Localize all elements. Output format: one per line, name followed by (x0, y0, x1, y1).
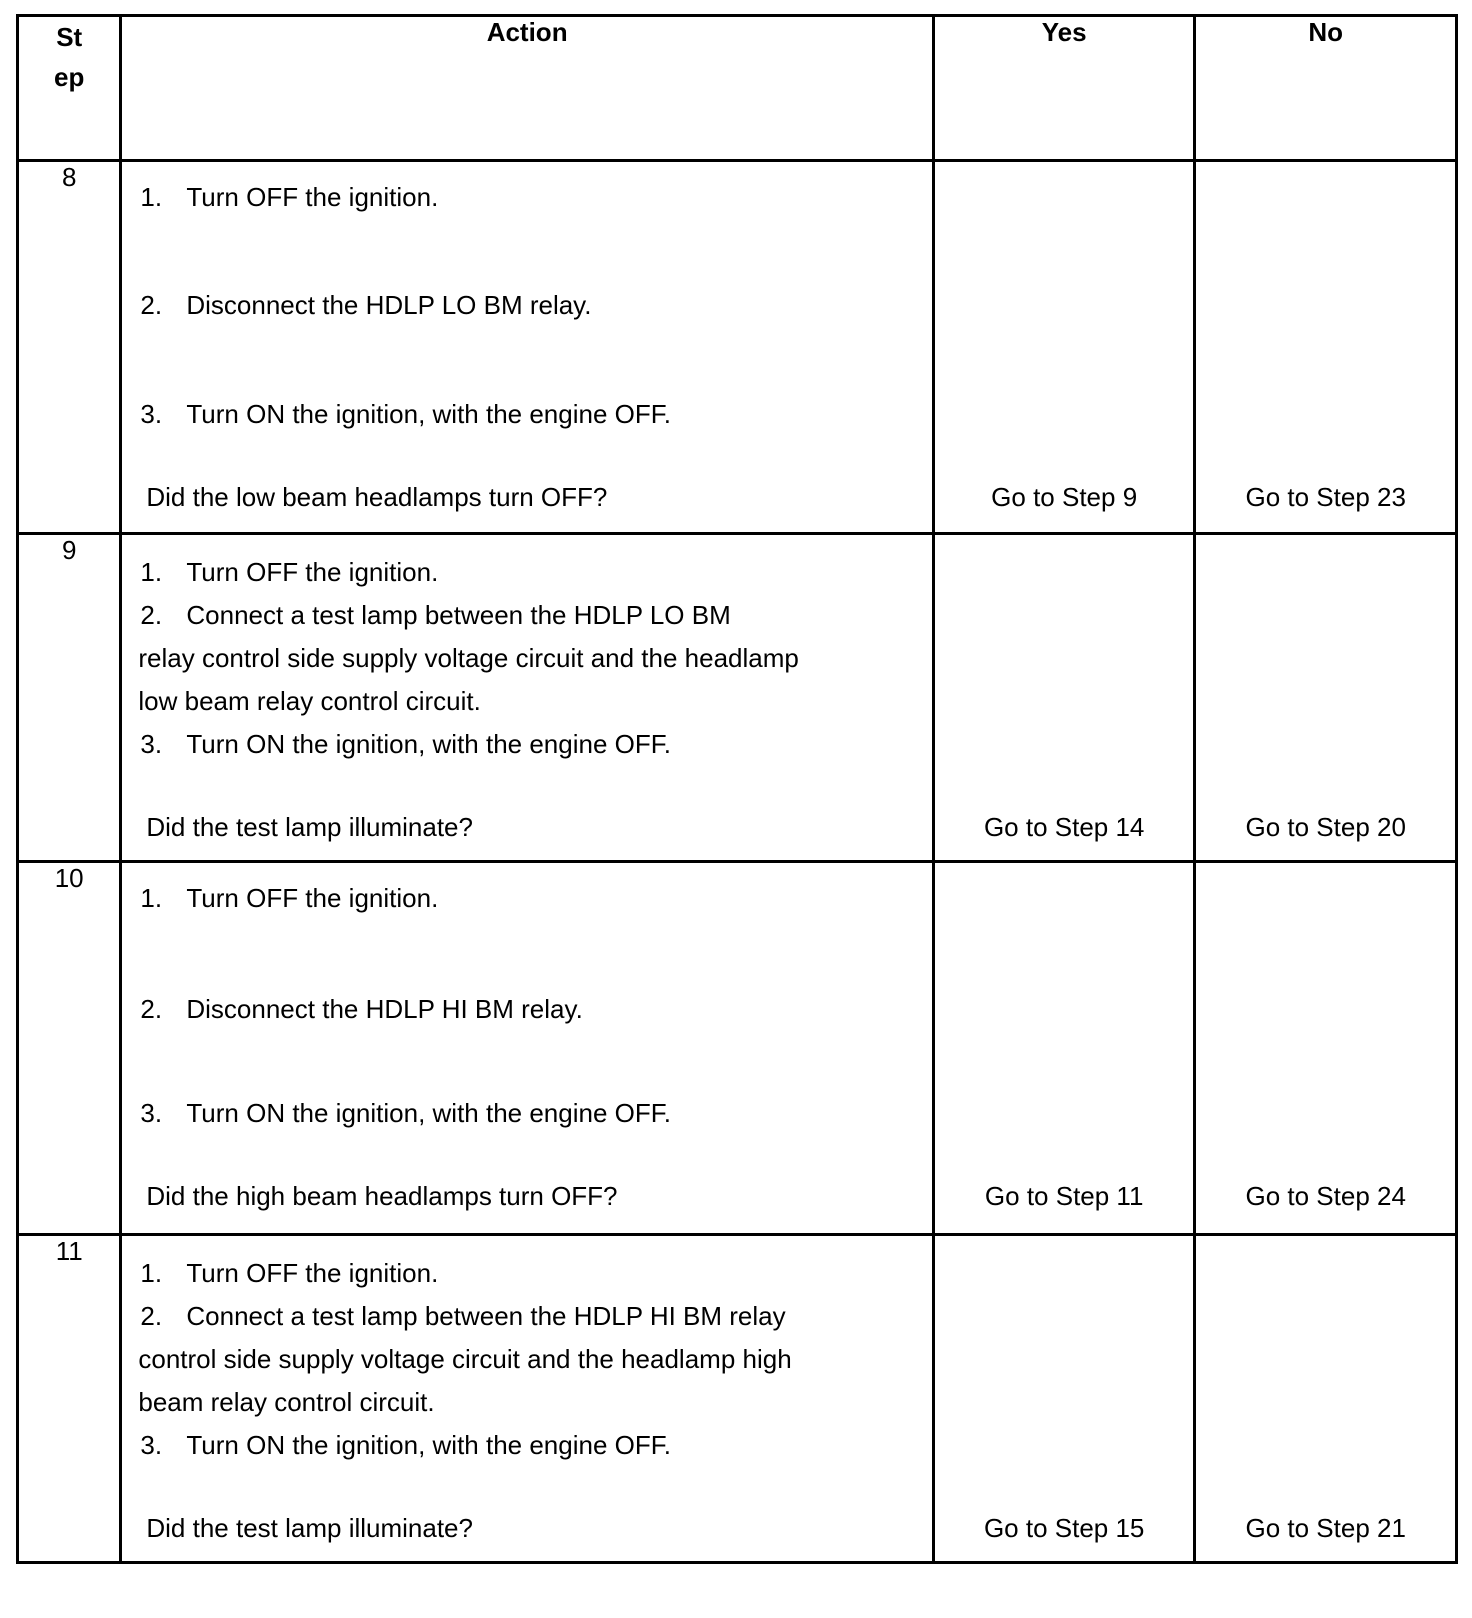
item-number: 1. (140, 1258, 163, 1288)
action-item (140, 557, 438, 588)
yes-cell (933, 534, 1195, 862)
item-text: Turn ON the ignition, with the engine OFF. (186, 399, 671, 429)
item-text: Turn ON the ignition, with the engine OFF. (186, 1430, 671, 1460)
yes-cell (933, 862, 1195, 1235)
yes-result: Go to Step 15 (983, 1513, 1145, 1543)
action-item (140, 182, 438, 213)
action-cell (121, 161, 934, 534)
action-item-continuation: relay control side supply voltage circuit and the headlamp (138, 643, 799, 673)
action-item (140, 994, 582, 1025)
yes-result: Go to Step 9 (991, 482, 1138, 512)
action-item-continuation: control side supply voltage circuit and the headlamp high (138, 1344, 792, 1374)
header-no: No (1195, 16, 1457, 161)
item-number: 3. (140, 729, 163, 759)
action-item (140, 290, 591, 321)
action-cell (121, 862, 934, 1235)
action-item (140, 1301, 785, 1332)
item-number: 2. (140, 290, 163, 320)
item-number: 1. (140, 182, 163, 212)
step-number: 9 (18, 534, 121, 862)
item-number: 2. (140, 994, 163, 1024)
yes-result: Go to Step 14 (983, 812, 1145, 842)
item-text: Turn ON the ignition, with the engine OFF. (186, 1098, 671, 1128)
step-number: 11 (18, 1235, 121, 1563)
item-number: 3. (140, 1098, 163, 1128)
no-result: Go to Step 24 (1245, 1181, 1406, 1211)
item-number: 2. (140, 600, 163, 630)
item-text: Turn OFF the ignition. (186, 182, 439, 212)
no-result: Go to Step 20 (1245, 812, 1406, 842)
action-item (140, 883, 438, 914)
step-number: 10 (18, 862, 121, 1235)
item-text: Connect a test lamp between the HDLP LO BM (186, 600, 731, 630)
no-result: Go to Step 23 (1245, 482, 1406, 512)
item-text: Turn OFF the ignition. (186, 883, 439, 913)
header-step-line1: St (56, 22, 83, 52)
item-text: Turn ON the ignition, with the engine OFF. (186, 729, 671, 759)
table-row (18, 534, 1457, 862)
item-number: 1. (140, 883, 163, 913)
table-row (18, 862, 1457, 1235)
action-question: Did the test lamp illuminate? (146, 1513, 473, 1543)
item-number: 3. (140, 399, 163, 429)
action-item (140, 399, 671, 430)
yes-cell (933, 161, 1195, 534)
item-number: 3. (140, 1430, 163, 1460)
no-cell (1195, 161, 1457, 534)
action-cell (121, 534, 934, 862)
item-text: Turn OFF the ignition. (186, 1258, 439, 1288)
header-yes: Yes (933, 16, 1195, 161)
action-question: Did the test lamp illuminate? (146, 812, 473, 842)
header-step-line2: ep (54, 62, 85, 92)
action-item (140, 1258, 438, 1289)
item-text: Turn OFF the ignition. (186, 557, 439, 587)
yes-cell (933, 1235, 1195, 1563)
action-item (140, 1098, 671, 1129)
header-action: Action (121, 16, 934, 161)
item-text: Disconnect the HDLP LO BM relay. (186, 290, 592, 320)
header-row (18, 16, 1457, 161)
item-number: 1. (140, 557, 163, 587)
item-text: Connect a test lamp between the HDLP HI BM relay (186, 1301, 786, 1331)
action-item (140, 1430, 671, 1461)
item-text: Disconnect the HDLP HI BM relay. (186, 994, 583, 1024)
yes-result: Go to Step 11 (984, 1181, 1144, 1211)
table-row (18, 1235, 1457, 1563)
step-number: 8 (18, 161, 121, 534)
no-cell (1195, 862, 1457, 1235)
item-number: 2. (140, 1301, 163, 1331)
action-item (140, 600, 730, 631)
action-item-continuation: beam relay control circuit. (138, 1387, 435, 1417)
action-cell (121, 1235, 934, 1563)
diagnostic-table (16, 14, 1458, 1564)
action-question: Did the low beam headlamps turn OFF? (146, 482, 608, 512)
header-step (18, 16, 121, 161)
action-question: Did the high beam headlamps turn OFF? (146, 1181, 618, 1211)
action-item (140, 729, 671, 760)
table-row (18, 161, 1457, 534)
no-cell (1195, 534, 1457, 862)
no-result: Go to Step 21 (1245, 1513, 1406, 1543)
action-item-continuation: low beam relay control circuit. (138, 686, 481, 716)
no-cell (1195, 1235, 1457, 1563)
